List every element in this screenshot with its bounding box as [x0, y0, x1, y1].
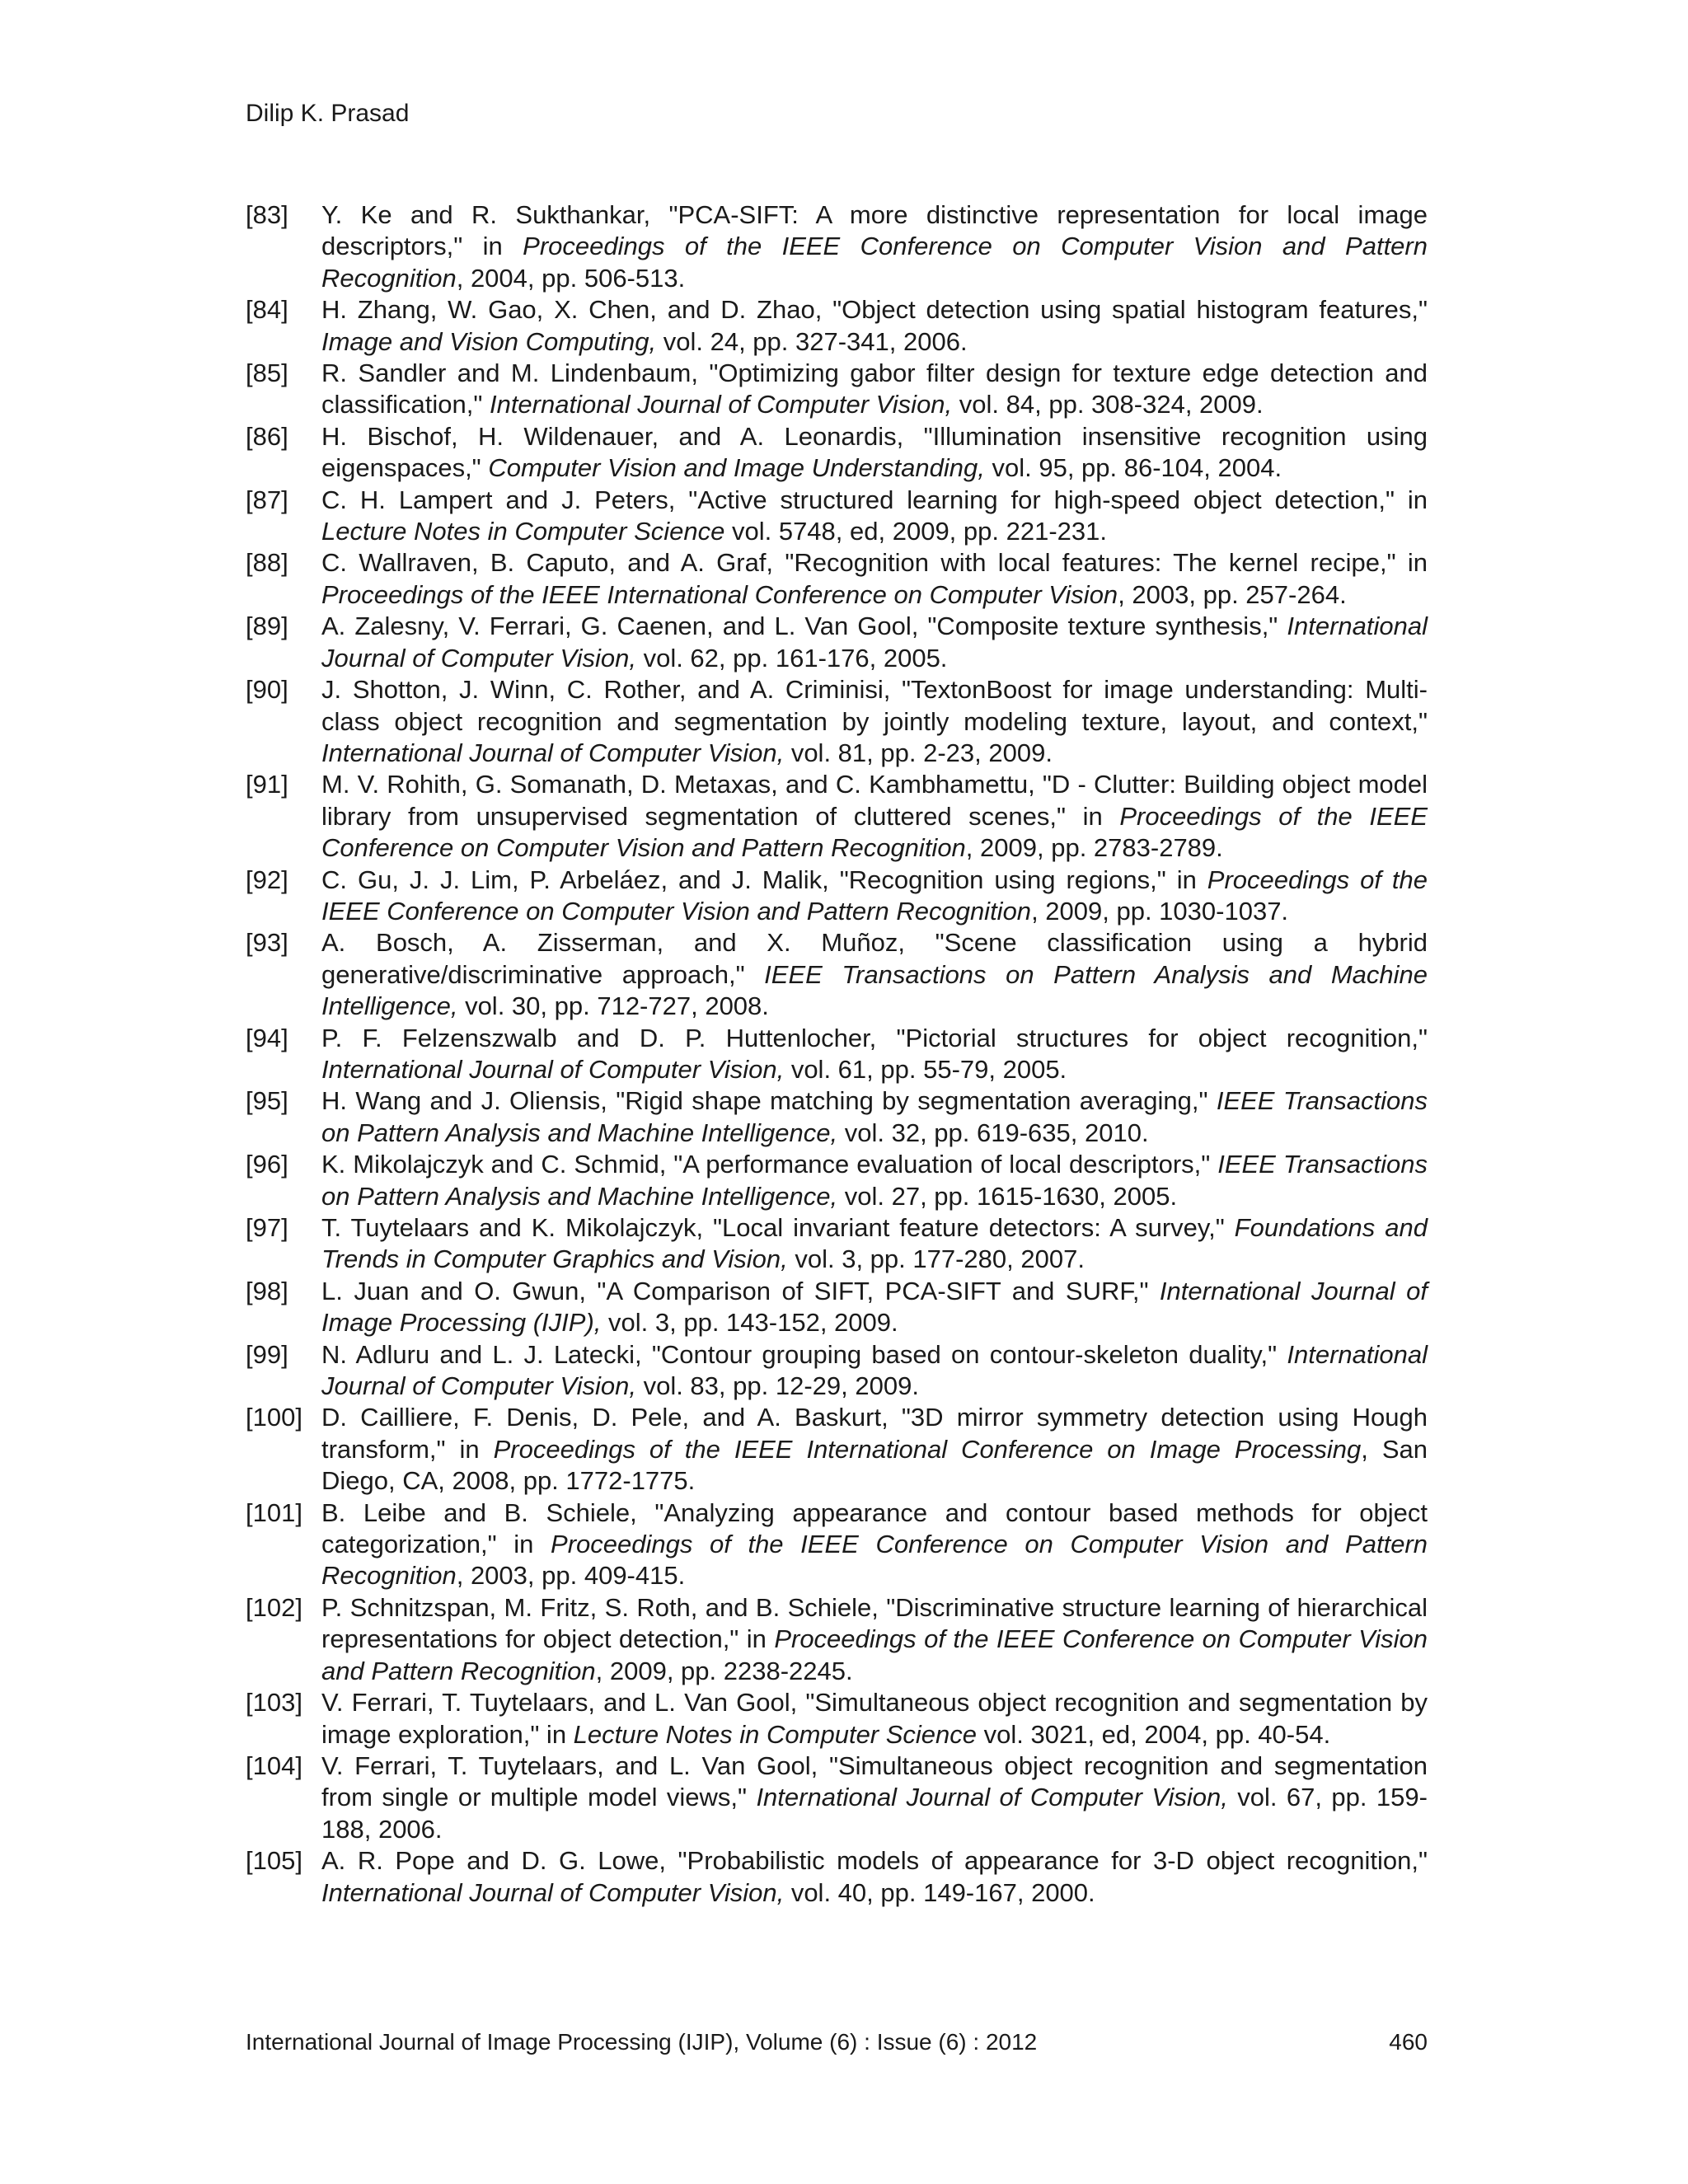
reference-details: , San Diego, CA, 2008, pp. 1772-1775.: [321, 1434, 1428, 1496]
reference-item: [246, 1845, 1428, 1909]
reference-list: [246, 199, 1428, 1909]
reference-text: [321, 927, 1428, 1022]
reference-details: vol. 30, pp. 712-727, 2008.: [457, 991, 769, 1021]
reference-number: [88]: [246, 548, 288, 578]
reference-item: [246, 927, 1428, 1022]
reference-details: vol. 3, pp. 143-152, 2009.: [601, 1308, 898, 1338]
reference-authors-title: L. Juan and O. Gwun, "A Comparison of SIFT, PCA-SIFT and SURF,": [321, 1276, 1160, 1305]
reference-number: [97]: [246, 1213, 288, 1242]
reference-venue: IEEE Transactions on Pattern Analysis and Machine Intelligence,: [321, 1150, 1428, 1211]
reference-authors-title: H. Zhang, W. Gao, X. Chen, and D. Zhao, "Object detection using spatial histogram features,": [321, 295, 1428, 325]
reference-item: [246, 1085, 1428, 1149]
reference-authors-title: A. R. Pope and D. G. Lowe, "Probabilistic models of appearance for 3-D object recognition,": [321, 1846, 1428, 1876]
reference-number: [102]: [246, 1592, 302, 1622]
reference-authors-title: Y. Ke and R. Sukthankar, "PCA-SIFT: A more distinctive representation for local image descriptors," in: [321, 200, 1428, 261]
reference-authors-title: K. Mikolajczyk and C. Schmid, "A performance evaluation of local descriptors,": [321, 1150, 1218, 1179]
reference-text: [321, 358, 1428, 421]
reference-item: [246, 547, 1428, 611]
reference-number: [99]: [246, 1339, 288, 1369]
reference-text: [321, 1750, 1428, 1845]
reference-venue: Proceedings of the IEEE Conference on Computer Vision and Pattern Recognition: [321, 865, 1428, 926]
reference-authors-title: C. Wallraven, B. Caputo, and A. Graf, "Recognition with local features: The kernel recipe," in: [321, 548, 1428, 578]
reference-number: [94]: [246, 1023, 288, 1052]
running-head-author: Dilip K. Prasad: [246, 100, 410, 127]
reference-venue: International Journal of Image Processing (IJIP),: [321, 1276, 1428, 1338]
reference-text: [321, 1339, 1428, 1403]
reference-item: [246, 1402, 1428, 1497]
reference-text: [321, 1276, 1428, 1339]
reference-venue: Foundations and Trends in Computer Graphics and Vision,: [321, 1213, 1428, 1274]
reference-venue: International Journal of Computer Vision,: [489, 390, 953, 419]
reference-text: [321, 547, 1428, 611]
reference-number: [89]: [246, 612, 288, 641]
reference-item: [246, 1592, 1428, 1687]
reference-item: [246, 865, 1428, 928]
page-number: 460: [1389, 2029, 1428, 2055]
reference-details: , 2003, pp. 409-415.: [456, 1561, 686, 1591]
reference-venue: International Journal of Computer Vision,: [756, 1783, 1228, 1812]
reference-number: [87]: [246, 485, 288, 514]
reference-text: [321, 769, 1428, 864]
reference-details: vol. 24, pp. 327-341, 2006.: [656, 326, 968, 356]
reference-authors-title: H. Bischof, H. Wildenauer, and A. Leonardis, "Illumination insensitive recognition using eigenspaces,": [321, 421, 1428, 483]
reference-item: [246, 1497, 1428, 1592]
reference-number: [103]: [246, 1688, 302, 1718]
reference-authors-title: R. Sandler and M. Lindenbaum, "Optimizing gabor filter design for texture edge detection and classification,": [321, 359, 1428, 419]
reference-text: [321, 1149, 1428, 1212]
reference-authors-title: N. Adluru and L. J. Latecki, "Contour grouping based on contour-skeleton duality,": [321, 1339, 1287, 1369]
reference-text: [321, 865, 1428, 928]
reference-venue: Proceedings of the IEEE International Conference on Computer Vision: [321, 579, 1118, 609]
footer-journal: International Journal of Image Processing (IJIP), Volume (6) : Issue (6) : 2012: [246, 2029, 1038, 2055]
reference-number: [100]: [246, 1403, 302, 1432]
reference-text: [321, 485, 1428, 548]
reference-venue: International Journal of Computer Vision,: [321, 738, 785, 767]
reference-number: [91]: [246, 770, 288, 799]
reference-details: , 2004, pp. 506-513.: [456, 263, 686, 293]
reference-authors-title: C. Gu, J. J. Lim, P. Arbeláez, and J. Malik, "Recognition using regions," in: [321, 865, 1207, 894]
reference-text: [321, 674, 1428, 769]
reference-text: [321, 199, 1428, 294]
reference-text: [321, 294, 1428, 358]
reference-text: [321, 1402, 1428, 1497]
reference-details: vol. 5748, ed, 2009, pp. 221-231.: [724, 517, 1107, 546]
reference-venue: Lecture Notes in Computer Science: [321, 517, 725, 546]
reference-venue: IEEE Transactions on Pattern Analysis and Machine Intelligence,: [321, 1086, 1428, 1147]
reference-authors-title: V. Ferrari, T. Tuytelaars, and L. Van Gool, "Simultaneous object recognition and segmentation from single or multiple model views,": [321, 1750, 1428, 1812]
reference-item: [246, 1149, 1428, 1212]
reference-details: vol. 27, pp. 1615-1630, 2005.: [837, 1181, 1178, 1211]
reference-number: [86]: [246, 421, 288, 451]
reference-authors-title: B. Leibe and B. Schiele, "Analyzing appearance and contour based methods for object categorization," in: [321, 1497, 1428, 1559]
reference-item: [246, 611, 1428, 674]
reference-item: [246, 1212, 1428, 1276]
reference-item: [246, 1339, 1428, 1403]
reference-venue: Proceedings of the IEEE Conference on Computer Vision and Pattern Recognition: [321, 1624, 1428, 1685]
reference-number: [85]: [246, 359, 288, 388]
reference-authors-title: H. Wang and J. Oliensis, "Rigid shape matching by segmentation averaging,": [321, 1086, 1217, 1116]
reference-number: [93]: [246, 928, 288, 958]
reference-venue: Proceedings of the IEEE Conference on Computer Vision and Pattern Recognition: [321, 1530, 1428, 1591]
reference-number: [98]: [246, 1276, 288, 1305]
reference-text: [321, 1497, 1428, 1592]
reference-venue: International Journal of Computer Vision,: [321, 1054, 785, 1084]
reference-number: [104]: [246, 1750, 302, 1780]
reference-number: [92]: [246, 865, 288, 894]
reference-details: vol. 83, pp. 12-29, 2009.: [635, 1371, 919, 1401]
reference-details: vol. 81, pp. 2-23, 2009.: [784, 738, 1053, 767]
reference-item: [246, 1687, 1428, 1750]
reference-details: vol. 3, pp. 177-280, 2007.: [787, 1244, 1085, 1274]
reference-venue: Computer Vision and Image Understanding,: [488, 453, 985, 483]
reference-details: vol. 95, pp. 86-104, 2004.: [984, 453, 1282, 483]
reference-text: [321, 1687, 1428, 1750]
reference-details: vol. 61, pp. 55-79, 2005.: [784, 1054, 1067, 1084]
reference-authors-title: P. Schnitzspan, M. Fritz, S. Roth, and B. Schiele, "Discriminative structure learning of hierarchical representations for object detection," in: [321, 1592, 1428, 1654]
reference-item: [246, 199, 1428, 294]
reference-authors-title: M. V. Rohith, G. Somanath, D. Metaxas, and C. Kambhamettu, "D - Clutter: Building object model library from unsupervised segmentation of cluttered scenes," in: [321, 770, 1428, 831]
reference-number: [90]: [246, 675, 288, 705]
reference-venue: IEEE Transactions on Pattern Analysis and Machine Intelligence,: [321, 959, 1428, 1021]
reference-number: [84]: [246, 295, 288, 325]
reference-text: [321, 1592, 1428, 1687]
reference-details: vol. 32, pp. 619-635, 2010.: [837, 1118, 1149, 1147]
page-footer: [246, 2027, 1428, 2057]
reference-details: vol. 62, pp. 161-176, 2005.: [635, 643, 948, 673]
reference-details: vol. 84, pp. 308-324, 2009.: [952, 390, 1264, 419]
reference-venue: International Journal of Computer Vision,: [321, 1339, 1428, 1401]
reference-authors-title: A. Bosch, A. Zisserman, and X. Muñoz, "Scene classification using a hybrid generative/discriminative approach,": [321, 928, 1428, 989]
reference-details: , 2009, pp. 2783-2789.: [965, 833, 1223, 863]
reference-venue: Proceedings of the IEEE International Conference on Image Processing: [493, 1434, 1362, 1464]
reference-item: [246, 1023, 1428, 1086]
reference-details: , 2003, pp. 257-264.: [1118, 579, 1347, 609]
reference-item: [246, 294, 1428, 358]
reference-item: [246, 358, 1428, 421]
reference-venue: Proceedings of the IEEE Conference on Computer Vision and Pattern Recognition: [321, 232, 1428, 293]
reference-text: [321, 1845, 1428, 1909]
reference-authors-title: T. Tuytelaars and K. Mikolajczyk, "Local invariant feature detectors: A survey,": [321, 1213, 1235, 1242]
reference-authors-title: D. Cailliere, F. Denis, D. Pele, and A. Baskurt, "3D mirror symmetry detection using Hough transform," in: [321, 1403, 1428, 1464]
reference-text: [321, 1212, 1428, 1276]
reference-number: [96]: [246, 1150, 288, 1179]
reference-authors-title: P. F. Felzenszwalb and D. P. Huttenlocher, "Pictorial structures for object recognition,": [321, 1023, 1428, 1052]
reference-venue: Image and Vision Computing,: [321, 326, 657, 356]
reference-number: [95]: [246, 1086, 288, 1116]
reference-item: [246, 674, 1428, 769]
reference-details: , 2009, pp. 2238-2245.: [595, 1656, 853, 1685]
reference-item: [246, 485, 1428, 548]
reference-number: [83]: [246, 200, 288, 229]
reference-authors-title: C. H. Lampert and J. Peters, "Active structured learning for high-speed object detection," in: [321, 485, 1428, 514]
reference-text: [321, 1085, 1428, 1149]
reference-venue: Lecture Notes in Computer Science: [573, 1719, 978, 1749]
reference-text: [321, 421, 1428, 485]
reference-details: , 2009, pp. 1030-1037.: [1031, 896, 1289, 926]
reference-venue: Proceedings of the IEEE Conference on Computer Vision and Pattern Recognition: [321, 801, 1428, 863]
reference-item: [246, 421, 1428, 485]
reference-details: vol. 3021, ed, 2004, pp. 40-54.: [977, 1719, 1331, 1749]
reference-item: [246, 769, 1428, 864]
reference-authors-title: J. Shotton, J. Winn, C. Rother, and A. Criminisi, "TextonBoost for image understanding: Multi-class object recognition and segmentation by jointly modeling texture, layout, and context,": [321, 675, 1428, 736]
reference-authors-title: A. Zalesny, V. Ferrari, G. Caenen, and L. Van Gool, "Composite texture synthesis,": [321, 612, 1287, 641]
reference-text: [321, 1023, 1428, 1086]
reference-number: [101]: [246, 1497, 302, 1527]
reference-venue: International Journal of Computer Vision,: [321, 1877, 785, 1907]
reference-details: vol. 67, pp. 159-188, 2006.: [321, 1783, 1428, 1844]
reference-item: [246, 1276, 1428, 1339]
reference-venue: International Journal of Computer Vision,: [321, 612, 1428, 673]
reference-text: [321, 611, 1428, 674]
reference-authors-title: V. Ferrari, T. Tuytelaars, and L. Van Gool, "Simultaneous object recognition and segmentation by image exploration," in: [321, 1688, 1428, 1749]
reference-item: [246, 1750, 1428, 1845]
reference-details: vol. 40, pp. 149-167, 2000.: [784, 1877, 1095, 1907]
reference-number: [105]: [246, 1846, 302, 1876]
